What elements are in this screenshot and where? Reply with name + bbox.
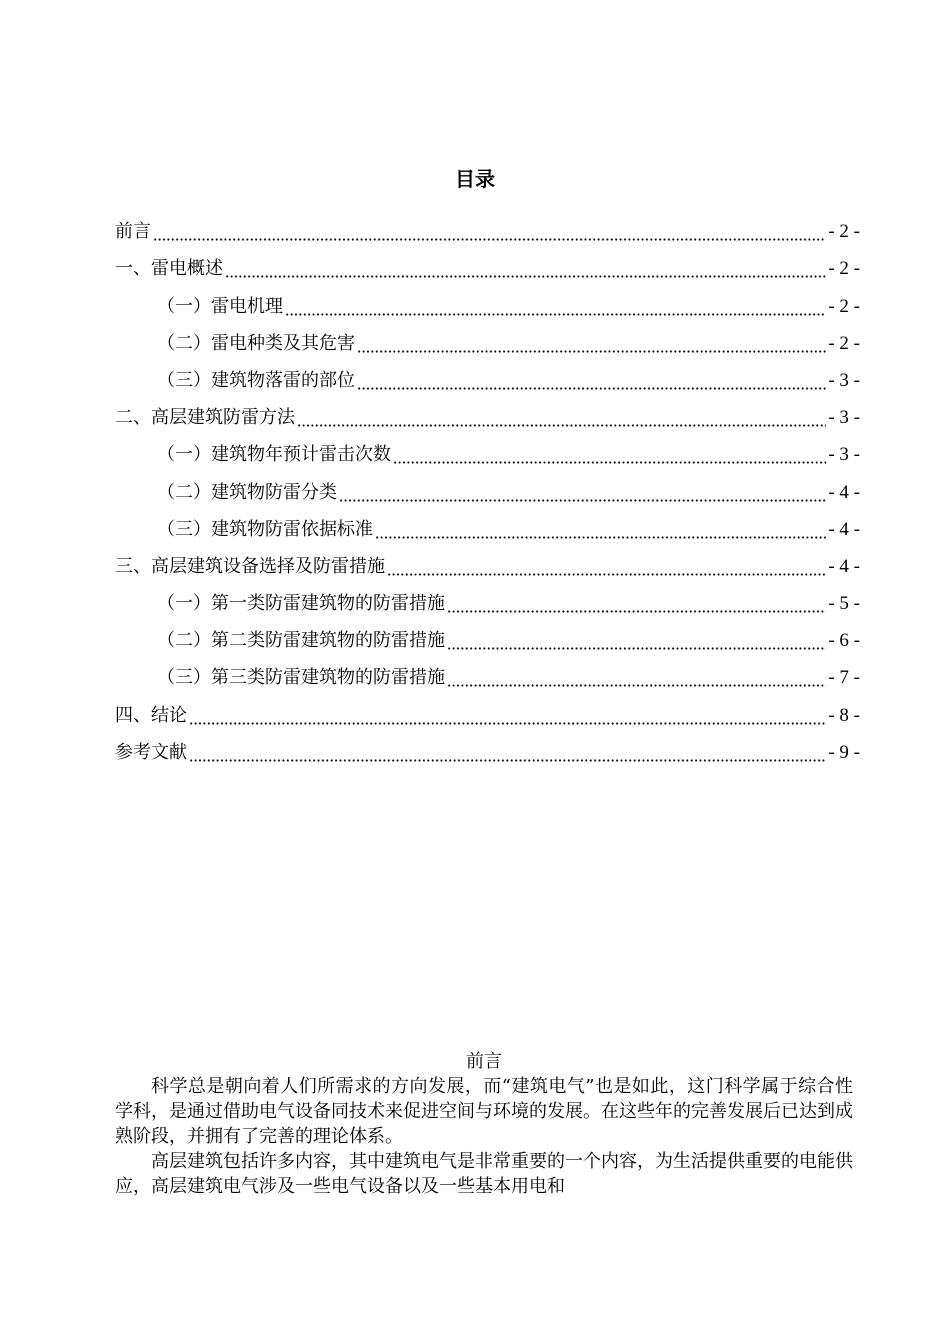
toc-entry-page-number: - 4 -: [828, 555, 860, 577]
toc-entry-label: （二）雷电种类及其危害: [157, 332, 355, 354]
toc-entry-label: （一）雷电机理: [157, 295, 283, 317]
body-paragraph-2: 高层建筑包括许多内容，其中建筑电气是非常重要的一个内容，为生活提供重要的电能供应，高层建筑电气涉及一些电气设备以及一些基本用电和: [115, 1151, 853, 1197]
toc-entry-page-number: - 8 -: [828, 704, 860, 726]
toc-entry-page-number: - 7 -: [828, 667, 860, 689]
toc-dot-leader: [285, 298, 826, 316]
toc-entry[interactable]: [115, 250, 860, 287]
toc-entry-label: 一、雷电概述: [115, 258, 223, 280]
toc-dot-leader: [447, 669, 826, 687]
toc-entry-label: 二、高层建筑防雷方法: [115, 407, 295, 429]
table-of-contents: [115, 213, 860, 771]
toc-entry[interactable]: [115, 622, 860, 659]
toc-entry-label: 前言: [115, 221, 151, 243]
toc-entry[interactable]: [115, 436, 860, 473]
toc-entry-page-number: - 5 -: [828, 593, 860, 615]
toc-dot-leader: [447, 632, 826, 650]
toc-dot-leader: [393, 446, 826, 464]
toc-entry[interactable]: [115, 287, 860, 324]
toc-entry-page-number: - 6 -: [828, 630, 860, 652]
toc-entry[interactable]: [115, 473, 860, 510]
toc-entry-page-number: - 2 -: [828, 221, 860, 243]
toc-entry[interactable]: [115, 734, 860, 771]
toc-entry-label: （二）第二类防雷建筑物的防雷措施: [157, 630, 445, 652]
toc-dot-leader: [189, 744, 826, 762]
toc-entry[interactable]: [115, 213, 860, 250]
toc-title: 目录: [455, 167, 495, 191]
toc-entry[interactable]: [115, 399, 860, 436]
toc-dot-leader: [447, 595, 826, 613]
toc-entry-label: 参考文献: [115, 741, 187, 763]
toc-dot-leader: [375, 521, 826, 539]
toc-dot-leader: [357, 372, 826, 390]
toc-dot-leader: [339, 484, 826, 502]
toc-dot-leader: [225, 260, 826, 278]
toc-entry-label: （三）第三类防雷建筑物的防雷措施: [157, 667, 445, 689]
toc-entry-page-number: - 2 -: [828, 332, 860, 354]
preface-section: [115, 1050, 853, 1199]
toc-entry-label: （二）建筑物防雷分类: [157, 481, 337, 503]
toc-entry-label: 四、结论: [115, 704, 187, 726]
toc-dot-leader: [189, 707, 826, 725]
body-paragraph-1: 科学总是朝向着人们所需求的方向发展，而“建筑电气”也是如此，这门科学属于综合性学科，是通过借助电气设备同技术来促进空间与环境的发展。在这些年的完善发展后已达到成熟阶段，并拥有了完善的理论体系。: [115, 1076, 853, 1147]
toc-dot-leader: [153, 223, 826, 241]
toc-entry-page-number: - 3 -: [828, 444, 860, 466]
toc-dot-leader: [387, 558, 826, 576]
toc-entry-label: （三）建筑物防雷依据标准: [157, 518, 373, 540]
toc-entry[interactable]: [115, 585, 860, 622]
toc-entry-page-number: - 3 -: [828, 369, 860, 391]
toc-entry[interactable]: [115, 659, 860, 696]
toc-entry[interactable]: [115, 511, 860, 548]
toc-entry-label: 三、高层建筑设备选择及防雷措施: [115, 555, 385, 577]
toc-entry-page-number: - 3 -: [828, 407, 860, 429]
toc-entry-page-number: - 2 -: [828, 258, 860, 280]
toc-entry-label: （一）第一类防雷建筑物的防雷措施: [157, 593, 445, 615]
toc-entry-page-number: - 4 -: [828, 481, 860, 503]
toc-entry[interactable]: [115, 362, 860, 399]
toc-entry-page-number: - 2 -: [828, 295, 860, 317]
preface-heading: 前言: [466, 1051, 502, 1072]
toc-entry-label: （三）建筑物落雷的部位: [157, 369, 355, 391]
toc-entry-page-number: - 4 -: [828, 518, 860, 540]
toc-entry[interactable]: [115, 325, 860, 362]
toc-dot-leader: [357, 335, 826, 353]
toc-entry-page-number: - 9 -: [828, 741, 860, 763]
toc-entry[interactable]: [115, 696, 860, 733]
toc-entry-label: （一）建筑物年预计雷击次数: [157, 444, 391, 466]
toc-dot-leader: [297, 409, 826, 427]
toc-entry[interactable]: [115, 548, 860, 585]
